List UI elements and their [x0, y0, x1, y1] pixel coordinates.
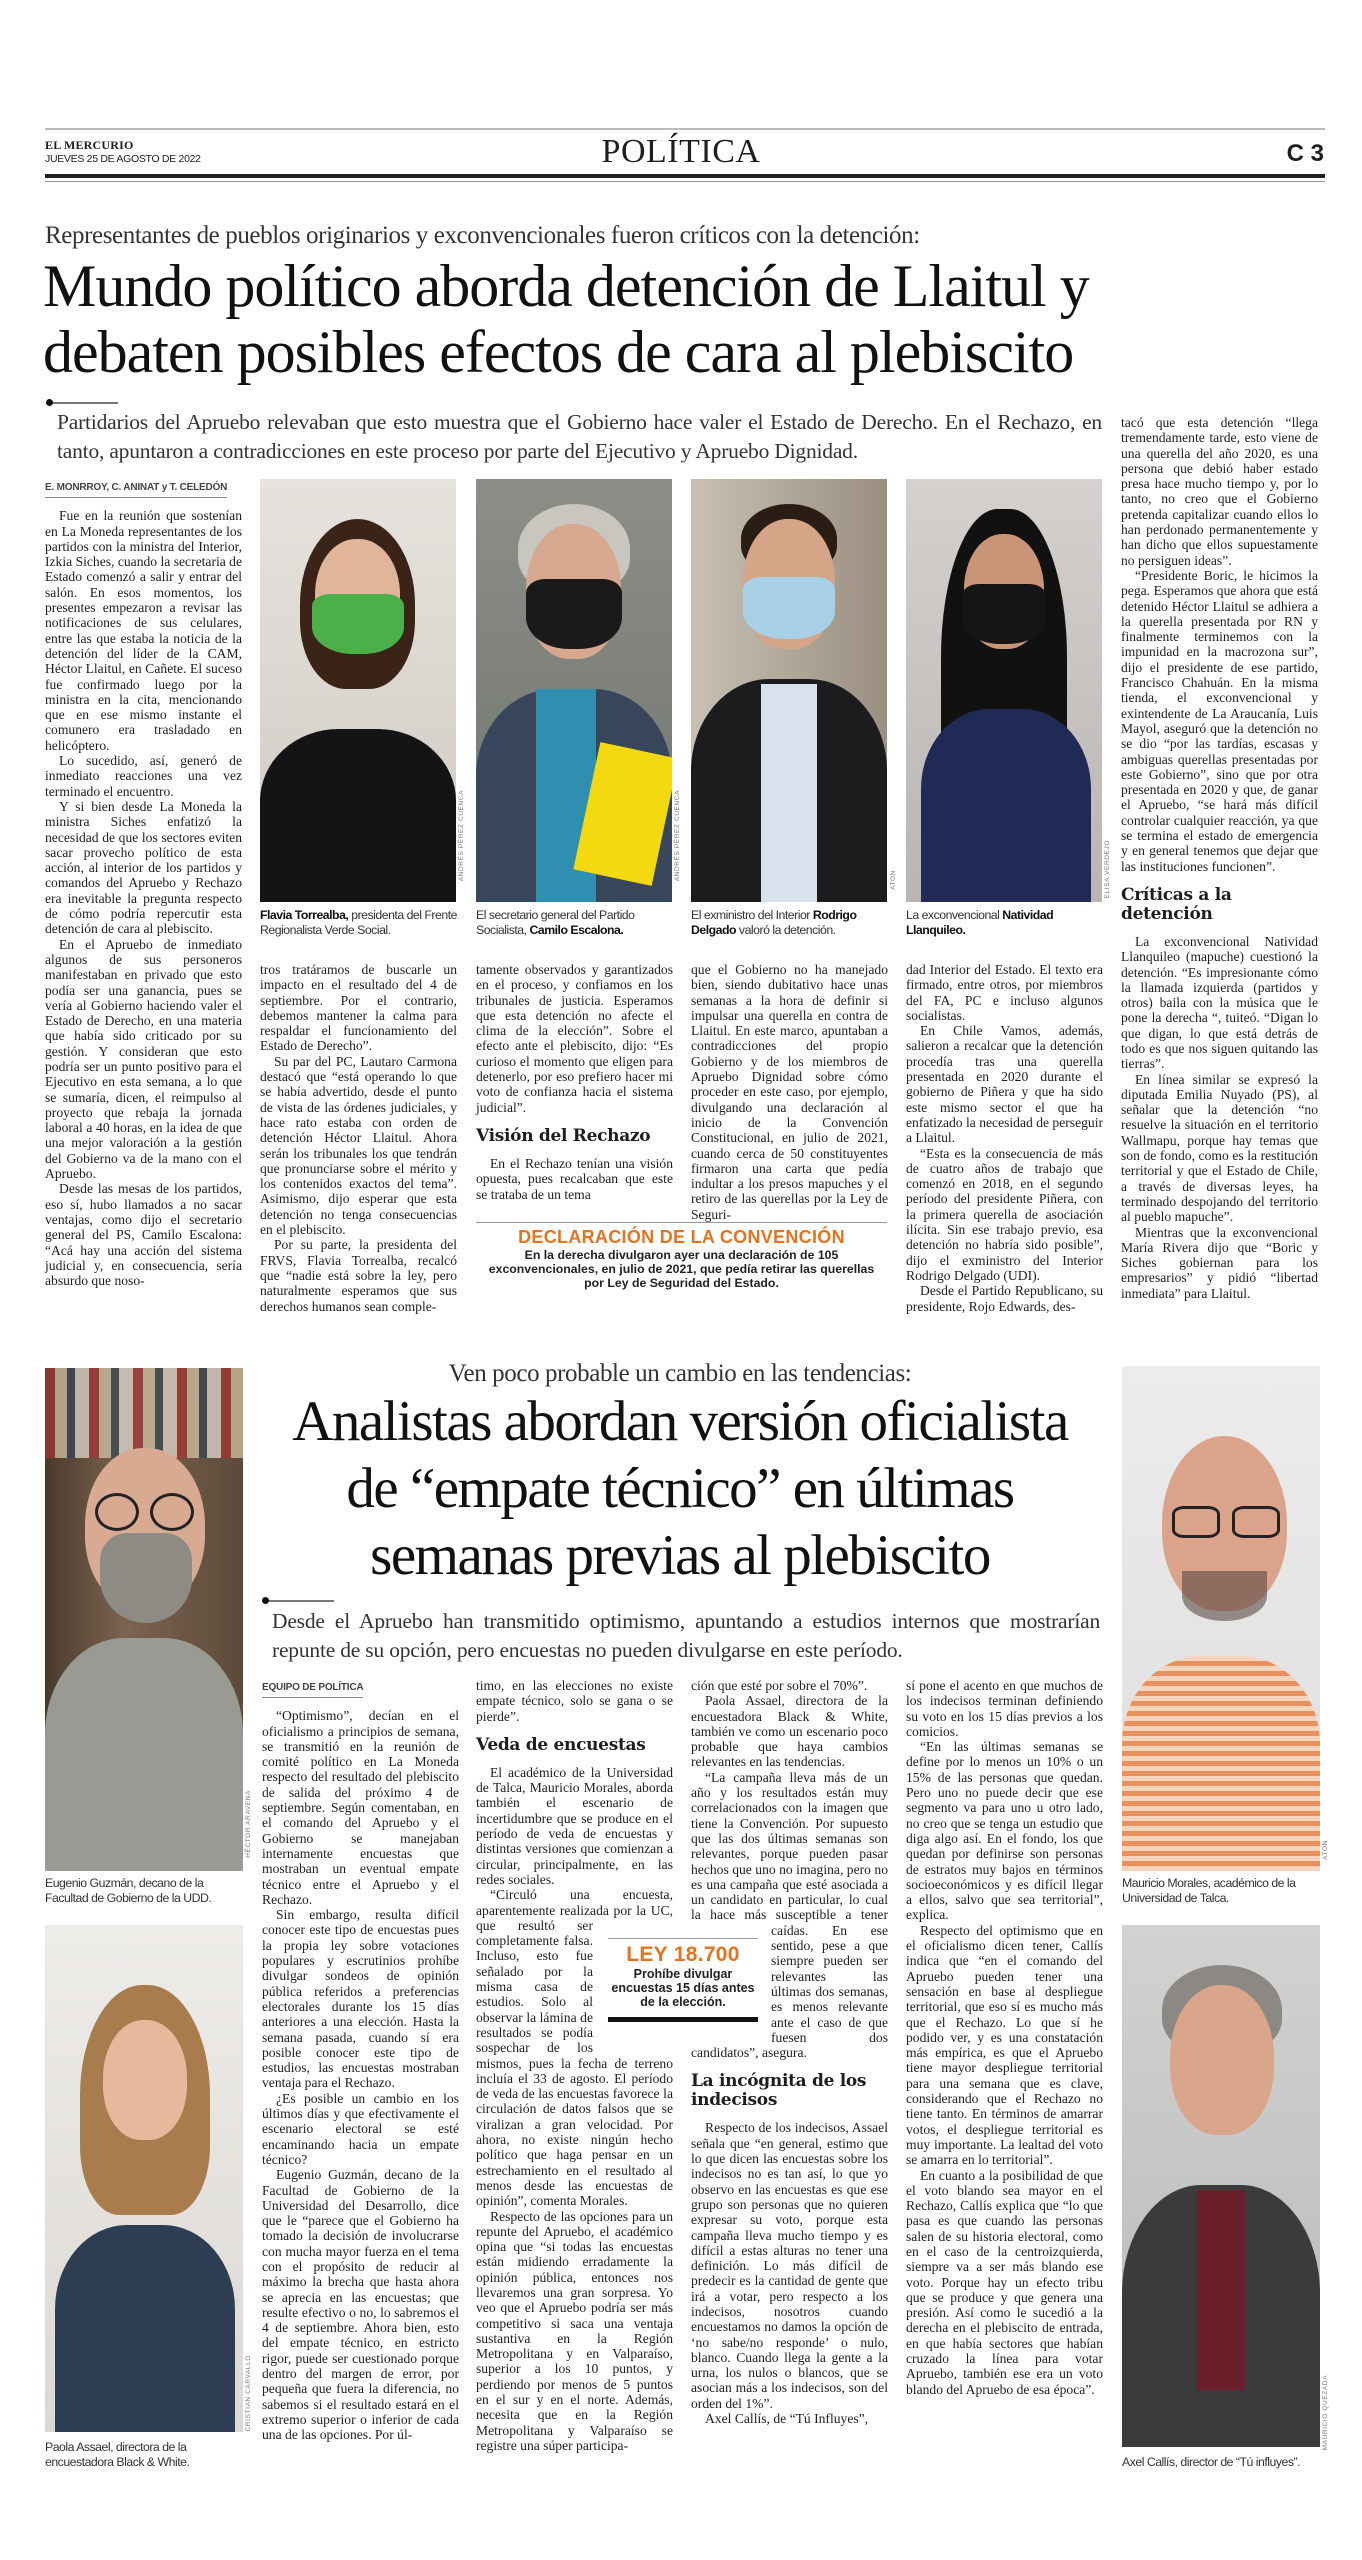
- caption-name: Natividad Llanquileo.: [906, 908, 1054, 937]
- photo-credit: MAURICIO QUEZADA: [1322, 2375, 1329, 2451]
- lead-marker: [48, 402, 118, 404]
- glasses: [150, 1493, 194, 1531]
- photo-credit: ANDRÉS PÉREZ CUENCA: [674, 790, 681, 882]
- caption-text: presidenta del Frente Regionalista Verde Social.: [260, 908, 457, 937]
- article-column: [476, 962, 673, 1202]
- paragraph: ción que esté por sobre el 70%”.: [691, 1678, 868, 1693]
- lead-marker: [264, 1600, 334, 1602]
- newspaper-name: EL MERCURIO: [45, 138, 134, 152]
- paragraph: Desde las mesas de los partidos, eso sí, hubo llamados a no sacar ventajas, como dijo el secretario general del PS, Camilo Escalona: “Acá hay una acción del sistema judicial y, en consecuencia, sería absurdo que noso-: [45, 1181, 242, 1289]
- paragraph: Por su parte, la presidenta del FRVS, Flavia Torrealba, recalcó que “nadie está sobre la ley, pero naturalmente esperamos que sus derechos humanos sean comple-: [260, 1237, 457, 1314]
- caption-name: Flavia Torrealba,: [260, 908, 349, 922]
- box-title: LEY 18.700: [626, 1943, 740, 1966]
- headline-line: debaten posibles efectos de cara al plebiscito: [43, 319, 1074, 385]
- article-kicker: Ven poco probable un cambio en las tendencias:: [448, 1360, 912, 1387]
- paragraph: tros tratáramos de buscarle un impacto en el resultado del 4 de septiembre. Por el contrario, debemos mantener la calma para respaldar el funcionamiento del Estado de Derecho”.: [260, 962, 457, 1054]
- paragraph: Sin embargo, resulta difícil conocer este tipo de encuestas pues la propia ley sobre votaciones populares y escrutinios prohíbe divulgar sondeos de opinión pública referidos a preferencias electorales durante los 15 días anteriores a una elección. Hasta la semana pasada, cuando sí era posible conocer este tipo de estudios, las encuestas mostraban ventaja para el Rechazo.: [262, 1907, 459, 2091]
- photo-caption: [906, 908, 1104, 938]
- paragraph: Y si bien desde La Moneda la ministra Siches enfatizó la necesidad de que los sectores eviten sacar provecho político de esta acción, al interior de los partidos y comandos del Apruebo y Rechazo era inevitable la pregunta respecto de cómo podría repercutir esta detención de cara al plebiscito.: [45, 798, 242, 937]
- paragraph: “La campaña lleva más de un año y los resultados están muy correlacionados con la imagen que tiene la Convención. Por supuesto que las dos últimas semanas son relevantes, porque pueden pasar hechos que uno no imagina, pero no es una campaña que esté asociada a un candidato en particular, lo cual la hace más susceptible a tener caídas. En ese sentido, pese a que siempre pueden ser relevantes las últimas dos semanas, es menos relevante ante el caso de que fuesen dos candidatos”, asegura.: [691, 1769, 888, 2061]
- article-column: [906, 962, 1103, 1314]
- box-text: En la derecha divulgaron ayer una declaración de 105 exconvencionales, en julio de 2021, que pedía retirar las querellas por Ley de Seguridad del Estado.: [488, 1248, 875, 1290]
- box-text: Prohíbe divulgar encuestas 15 días antes de la elección.: [611, 1967, 755, 2009]
- photo-credit: ATON: [1322, 1840, 1329, 1860]
- face-mask: [962, 584, 1046, 644]
- header-top-rule: [45, 128, 1325, 130]
- photo-credit: ATON: [890, 870, 897, 890]
- photo-caption: Eugenio Guzmán, decano de la Facultad de Gobierno de la UDD.: [45, 1876, 212, 1905]
- photo-credit: ANDRÉS PÉREZ CUENCA: [458, 790, 465, 882]
- photo-credit: HÉCTOR ARAVENA: [245, 1790, 252, 1858]
- paragraph: Respecto de los indecisos, Assael señala que “en general, estimo que lo que dicen las encuestas sobre los indecisos no es tan así, lo que yo observo en las encuestas es que ese grupo son personas que no quieren expresar su voto, porque esta campaña lleva mucho tiempo y es difícil a estas alturas no tener una definición. Lo más difícil de predecir es la cantidad de gente que irá a votar, pero respecto a los indecisos, nosotros cuando encuestamos no damos la opción de ‘no sabe/no responde’ o nulo, blanco. Cuando llega la gente a la urna, los nulos o blancos, que se asocian más a los indecisos, son del orden del 1%”.: [691, 2120, 888, 2411]
- paragraph: “Optimismo”, decían en el oficialismo a principios de semana, se transmitió en la reunión de comité político en La Moneda respecto del resultado del plebiscito de salida del próximo 4 de septiembre. Según comentaban, en el comando del Apruebo y el Gobierno se manejaban internamente encuestas que mostraban un eventual empate técnico entre el Apruebo y el Rechazo.: [262, 1708, 459, 1907]
- caption-text: La exconvencional: [906, 908, 1003, 922]
- paragraph: sí pone el acento en que muchos de los indecisos terminan definiendo su voto en los 15 días previos a los comicios.: [906, 1678, 1103, 1739]
- photo-camilo-escalona: [476, 479, 672, 902]
- article-headline: [250, 1388, 1110, 1589]
- headline-line: semanas previas al plebiscito: [370, 1524, 990, 1587]
- issue-date: JUEVES 25 DE AGOSTO DE 2022: [45, 153, 201, 165]
- subheading: La incógnita de los indecisos: [691, 2071, 867, 2111]
- headline-line: Mundo político aborda detención de Llaitul y: [43, 253, 1089, 319]
- article-column: [262, 1678, 459, 2443]
- glasses: [1232, 1506, 1280, 1538]
- section-title: POLÍTICA: [601, 133, 761, 170]
- article-lead: Desde el Apruebo han transmitido optimismo, apuntando a estudios internos que mostrarían repunte de su opción, pero encuestas no pueden divulgarse en este período.: [272, 1609, 1100, 1662]
- paragraph: timo, en las elecciones no existe empate técnico, solo se gana o se pierde”.: [476, 1678, 673, 1724]
- paragraph: ¿Es posible un cambio en los últimos días y que efectivamente el escenario electoral se esté encaminando hacia un empate técnico?: [262, 2090, 459, 2167]
- headline-line: de “empate técnico” en últimas: [346, 1457, 1014, 1520]
- sidebar-box-declaracion: [476, 1222, 887, 1290]
- glasses: [95, 1493, 139, 1531]
- photo-caption: [691, 908, 889, 938]
- box-title: DECLARACIÓN DE LA CONVENCIÓN: [518, 1227, 845, 1247]
- header-bottom-rule: [45, 174, 1325, 178]
- glasses: [1172, 1506, 1220, 1538]
- paragraph: dad Interior del Estado. El texto era firmado, entre otros, por miembros del FA, PC e incluso algunos socialistas.: [906, 962, 1103, 1023]
- paragraph: En cuanto a la posibilidad de que el voto blando sea mayor en el Rechazo, Callís explica que “lo que pasa es que cuando las personas salen de su historia electoral, como en el caso de la centroizquierda, siempre va a ser más blando ese voto. Porque hay un efecto tribu que se produce y que genera una presión. Así como le sucedió a la derecha en el plebiscito de entrada, en que había sectores que habían cruzado la línea para votar Apruebo, también ese era un voto blando del Apruebo de esa época”.: [906, 2167, 1103, 2397]
- photo-mauricio-morales: [1122, 1366, 1320, 1871]
- subheading: Críticas a la detención: [1121, 884, 1232, 924]
- photo-caption: Paola Assael, directora de la encuestadora Black & White.: [45, 2440, 190, 2469]
- paragraph: Desde el Partido Republicano, su presidente, Rojo Edwards, des-: [906, 1283, 1103, 1314]
- article-lead: Partidarios del Apruebo relevaban que esto muestra que el Gobierno hace valer el Estado de Derecho. En el Rechazo, en tanto, apuntaron a contradicciones en este proceso por parte del Ejecutivo y Apruebo Dignidad.: [57, 410, 1102, 463]
- paragraph: En línea similar se expresó la diputada Emilia Nuyado (PS), al señalar que la detención “no resuelve la situación en el territorio Wallmapu, porque hay temas que son de fondo, como es la restitución territorial y que el Estado de Chile, a través de diversas leyes, ha terminado despojando del territorio al pueblo mapuche”.: [1121, 1071, 1318, 1225]
- sidebar-box-ley: [608, 1938, 758, 2022]
- paragraph: En el Apruebo de inmediato algunos de sus personeros manifestaban en privado que esto podía ser una ganancia, pues se vería al Gobierno haciendo valer el Estado de Derecho, en una materia que había sido criticado por su gestión. Y consideran que esto podría ser un punto positivo para el Ejecutivo en esta semana, a lo que se sumaría, dicen, el reimpulso al proyecto que rebaja la jornada laboral a 40 horas, en la idea de que una mejor valoración a la gestión del Gobierno va de la mano con el Apruebo.: [45, 936, 242, 1182]
- photo-flavia-torrealba: [260, 479, 456, 902]
- paragraph: Paola Assael, directora de la encuestadora Black & White, también ve como un escenario poco probable que haya cambios relevantes en las tendencias.: [691, 1693, 888, 1770]
- caption-name: Rodrigo Delgado: [691, 908, 857, 937]
- paragraph: En el Rechazo tenían una visión opuesta, pues recalcaban que este se trataba de un tema: [476, 1155, 673, 1202]
- photo-caption: Axel Callís, director de “Tú influyes”.: [1122, 2455, 1301, 2469]
- paragraph: La exconvencional Natividad Llanquileo (mapuche) cuestionó la detención. “Es impresionante cómo la llamada izquierda (partidos y otros) baila con la música que le pone la derecha “, tuiteó. “Digan lo que digan, lo que está detrás de todo es que nos siguen quitando las tierras”.: [1121, 933, 1318, 1072]
- photo-eugenio-guzman: [45, 1368, 243, 1871]
- page-number: C 3: [1286, 140, 1324, 167]
- photo-rodrigo-delgado: [691, 479, 887, 902]
- byline: EQUIPO DE POLÍTICA: [262, 1680, 363, 1698]
- article-column: [906, 1678, 1103, 2397]
- face-mask: [526, 579, 622, 649]
- subheading: Visión del Rechazo: [476, 1125, 651, 1146]
- face-mask: [312, 594, 404, 654]
- paragraph: Respecto de las opciones para un repunte del Apruebo, el académico opina que “si todas las encuestas están midiendo erradamente la opinión pública, entonces nos llevaremos una gran sorpresa. Yo veo que el Apruebo podría ser más competitivo si saca una ventaja sustantiva en la Región Metropolitana y en Valparaíso, superior a los 10 puntos, y perdiendo por menos de 5 puntos en el sur y en el norte. Además, necesita que en la Región Metropolitana y Valparaíso se registre una súper participa-: [476, 2208, 673, 2453]
- paragraph: Su par del PC, Lautaro Carmona destacó que “está operando lo que se había advertido, desde el punto de vista de las órdenes judiciales, y hace rato estaba con orden de detención Héctor Llaitul. Ahora serán los tribunales los que tendrán que pronunciarse sobre el mérito y los contenidos exactos del tema”. Asimismo, dijo esperar que esta detención no tenga consecuencias en el plebiscito.: [260, 1053, 457, 1238]
- article-column: [476, 1678, 673, 2453]
- paragraph: Fue en la reunión que sostenían en La Moneda representantes de los partidos con la ministra del Interior, Izkia Siches, cuando la secretaria de Estado comenzó a salir y entrar del salón. En esos momentos, los presentes empezaron a revisar las notificaciones de sus celulares, entre las que estaba la noticia de la detención del líder de la CAM, Héctor Llaitul, en Cañete. El suceso fue confirmado luego por la ministra en la cita, mencionando que en ese mismo instante el comunero era trasladado en helicóptero.: [45, 508, 243, 753]
- subheading: Veda de encuestas: [476, 1734, 646, 1755]
- paragraph: Respecto del optimismo que en el oficialismo dicen tener, Callís indica que “en el comando del Apruebo pueden tener una sensación en base al despliegue territorial, que eso sí es mucho más que el Rechazo. Lo que sí he podido ver, y es una constatación más empírica, es que el Apruebo tiene mayor despliegue territorial para una semana que es clave, considerando que el Rechazo no tiene tanto. En términos de amarrar votos, el despliegue territorial es muy importante. La lealtad del voto se amarra en lo territorial”.: [906, 1922, 1103, 2168]
- photo-credit: ELISA VERDEJO: [1104, 840, 1111, 899]
- article-column: [691, 962, 888, 1222]
- photo-axel-callis: [1122, 1925, 1320, 2447]
- header-bottom-thin-rule: [45, 181, 1325, 182]
- paragraph: “Esta es la consecuencia de más de cuatro años de trabajo que comenzó en 2018, en el segundo período del presidente Piñera, con la primera querella de asociación ilícita. Sin ese trabajo previo, esa detención no habría sido posible”, dijo el exministro del Interior Rodrigo Delgado (UDI).: [906, 1145, 1103, 1283]
- article-headline: [43, 253, 1089, 385]
- paragraph: que el Gobierno no ha manejado bien, siendo dubitativo hace unas semanas a la hora de definir si impulsar una querella en contra de Llaitul. En este marco, apuntaban a contradicciones del propio Gobierno y de los miembros de Apruebo Dignidad sobre cómo proceder en este caso, por ejemplo, divulgando una declaración al inicio de la Convención Constitucional, en julio de 2021, cuando cerca de 50 constituyentes firmaron una carta que pedía indultar a los presos mapuches y el retiro de las querellas por la Ley de Seguri-: [691, 962, 888, 1222]
- article-column: [260, 962, 457, 1314]
- byline: E. MONRROY, C. ANINAT y T. CELEDÓN: [45, 480, 227, 498]
- paragraph: Lo sucedido, así, generó de inmediato reacciones una vez terminado el encuentro.: [45, 753, 242, 799]
- paragraph: “Presidente Boric, le hicimos la pega. Esperamos que ahora que está detenido Héctor Llaitul se adhiera a la querella presentada por RN y finalmente terminemos con la impunidad en la macrozona sur”, dijo el presidente de ese partido, Francisco Chahuán. En la misma tienda, el exconvencional y exintendente de La Araucanía, Luis Mayol, aseguró que la detención no se dio “por las tardías, escasas y ambiguas querellas presentadas por este Gobierno”, sino que por otra presentada en 2020 y que, de ganar el Apruebo, “se hará más difícil controlar cualquier reacción, ya que se termina el estado de emergencia y en general tenemos que dejar que las instituciones funcionen”.: [1121, 567, 1318, 874]
- caption-text: El secretario general del Partido Socialista,: [476, 908, 635, 937]
- paragraph: “En las últimas semanas se define por lo menos un 10% o un 15% de las personas que quedan. Pero uno no puede decir que ese segmento va para uno u otro lado, no creo que se tenga un estudio que diga algo así. En el fondo, los que quedan por definirse son personas de estratos muy bajos en términos socioeconómicos y es difícil llegar a ellos, salvo que sea territorial”, explica.: [906, 1739, 1103, 1923]
- caption-name: Camilo Escalona.: [529, 923, 624, 937]
- photo-paola-assael: [45, 1925, 243, 2432]
- paragraph: tamente observados y garantizados en el proceso, y confiamos en los tribunales de justicia. Esperamos que esta detención no afecte el clima de la elección”. Sobre el efecto ante el plebiscito, dijo: “Es curioso el momento que eligen para detenerlo, por eso prefiero hacer mi voto de confianza hacia el sistema judicial”.: [476, 962, 673, 1115]
- photo-caption: [260, 908, 458, 938]
- article-column: [691, 1678, 888, 2426]
- article-column: [45, 478, 242, 1288]
- paragraph: En Chile Vamos, además, salieron a recalcar que la detención procedía tras una querella presentada en 2020 durante el gobierno de Piñera y que ha sido este mismo sector el que ha enfatizado la necesidad de perseguir a Llaitul.: [906, 1023, 1104, 1146]
- article-column: [1121, 415, 1318, 1301]
- box-bottom-bar: [608, 2017, 758, 2022]
- paragraph: Axel Callís, de “Tú Influyes”,: [705, 2411, 869, 2427]
- headline-line: Analistas abordan versión oficialista: [292, 1390, 1068, 1453]
- paragraph: “Circuló una encuesta, aparentemente realizada por la UC, que resultó ser completamente falsa. Incluso, esto fue señalado por la misma casa de estudios. Solo al observar la lámina de resultados se podía sospechar de los mismos, pues la fecha de terreno incluía el 33 de agosto. El período de veda de las encuestas favorece la circulación de datos falsos que se viralizan a gran velocidad. Por ahora, no existe ningún hecho político que haga pensar en un estrechamiento en el resultado al menos desde las encuestas de opinión”, comenta Morales.: [476, 1887, 673, 2209]
- paragraph: tacó que esta detención “llega tremendamente tarde, esto viene de una querella del año 2020, es una persona que debió haber estado presa hace mucho tiempo y, por lo tanto, no creo que el Gobierno pretenda capitalizar cuando ellos lo han perdonado permanentemente y han dicho que ellos supuestamente no persiguen ideas”.: [1121, 415, 1318, 568]
- photo-credit: CRISTIAN CARVALLO: [245, 2355, 252, 2432]
- photo-caption: [476, 908, 674, 938]
- caption-text: El exministro del Interior: [691, 908, 813, 922]
- photo-natividad-llanquileo: [906, 479, 1102, 902]
- face-mask: [743, 577, 835, 639]
- caption-text: valoró la detención.: [736, 923, 836, 937]
- paragraph: Eugenio Guzmán, decano de la Facultad de Gobierno de la Universidad del Desarrollo, dice que le “parece que el Gobierno ha tomado la decisión de involucrarse con mucha mayor fuerza en el tema con el propósito de reducir al máximo la brecha que hasta ahora se aprecia en las encuestas; que resulte efectivo o no, lo sabremos el 4 de septiembre. Ahora bien, esto del empate técnico, en estricto rigor, puede ser cuestionado porque dentro del margen de error, por pequeña que fuera la diferencia, no sabemos si el resultado estará en el extremo superior o inferior de cada una de las opciones. Por úl-: [262, 2167, 459, 2443]
- paragraph: Mientras que la exconvencional María Rivera dijo que “Boric y Siches gobiernan para los empresarios” y pidió “libertad inmediata” para Llaitul.: [1121, 1224, 1318, 1301]
- paragraph: El académico de la Universidad de Talca, Mauricio Morales, aborda también el escenario de incertidumbre que se produce en el período de veda de encuestas y distintas versiones que comienzan a circular, principalmente, en las redes sociales.: [476, 1764, 673, 1887]
- article-kicker: Representantes de pueblos originarios y exconvencionales fueron críticos con la detención:: [45, 222, 920, 249]
- photo-caption: Mauricio Morales, académico de la Universidad de Talca.: [1122, 1876, 1296, 1905]
